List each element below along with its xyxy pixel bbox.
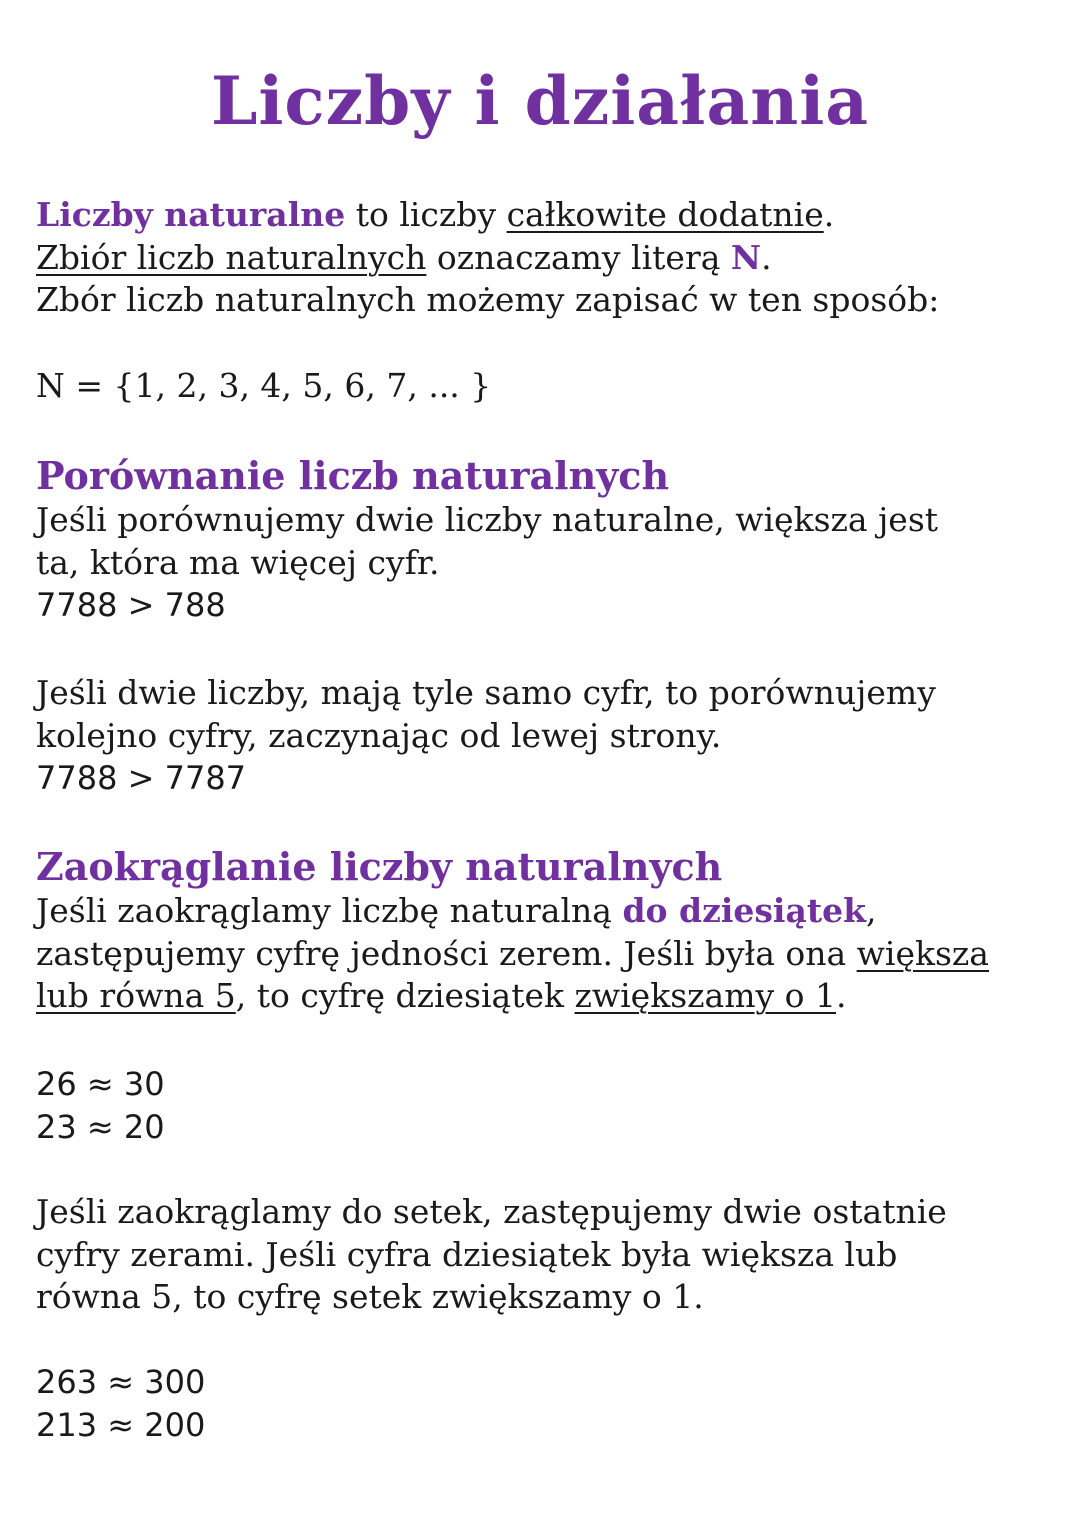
compare-text-line: ta, która ma więcej cyfr. <box>36 542 440 582</box>
intro-line-2: Zbiór liczb naturalnych oznaczamy literą N. <box>36 237 772 277</box>
tens-examples <box>36 1063 1056 1148</box>
rounding-text-line: cyfry zerami. Jeśli cyfra dziesiątek była większa lub <box>36 1234 898 1274</box>
compare-text-line: kolejno cyfry, zaczynając od lewej strony. <box>36 715 722 755</box>
underlined-greater: większa <box>856 933 989 973</box>
compare-text-line: Jeśli porównujemy dwie liczby naturalne, większa jest <box>36 500 939 539</box>
underlined-positive-integers: całkowite dodatnie <box>506 195 824 234</box>
underlined-or-equal-5: lub równa 5 <box>36 976 236 1015</box>
rounding-example: 26 ≈ 30 <box>36 1065 165 1103</box>
rounding-section <box>36 844 1056 1018</box>
rounding-text-line: Jeśli zaokrąglamy do setek, zastępujemy dwie ostatnie <box>36 1192 947 1231</box>
rounding-text-line: Jeśli zaokrąglamy liczbę naturalną do dziesiątek, <box>36 891 877 930</box>
section-heading-comparison: Porównanie liczb naturalnych <box>36 453 670 498</box>
section-heading-rounding: Zaokrąglanie liczby naturalnych <box>36 844 723 889</box>
compare-section-2 <box>36 672 1056 800</box>
compare-example-2: 7788 > 7787 <box>36 759 247 797</box>
rounding-example: 213 ≈ 200 <box>36 1405 206 1444</box>
underlined-set-of-naturals: Zbiór liczb naturalnych <box>36 237 427 277</box>
rounding-example: 23 ≈ 20 <box>36 1107 165 1146</box>
underlined-increase-by-1: zwiększamy o 1 <box>574 976 836 1015</box>
compare-section <box>36 453 1056 627</box>
keyword-natural-numbers: Liczby naturalne <box>36 195 346 234</box>
set-notation: N = {1, 2, 3, 4, 5, 6, 7, ... } <box>36 366 492 405</box>
rounding-example: 263 ≈ 300 <box>36 1363 206 1401</box>
compare-example-1: 7788 > 788 <box>36 586 226 624</box>
keyword-to-tens: do dziesiątek <box>622 891 866 930</box>
rounding-text-line: zastępujemy cyfrę jedności zerem. Jeśli była ona większa <box>36 933 989 973</box>
intro-line-3: Zbór liczb naturalnych możemy zapisać w ten sposób: <box>36 280 940 319</box>
hundreds-text <box>36 1191 1056 1319</box>
rounding-text-line: równa 5, to cyfrę setek zwiększamy o 1. <box>36 1277 704 1316</box>
page-title: Liczby i działania <box>210 62 870 140</box>
compare-text-line: Jeśli dwie liczby, mają tyle samo cyfr, to porównujemy <box>36 673 936 712</box>
intro-line-1: Liczby naturalne to liczby całkowite dodatnie. <box>36 195 835 234</box>
hundreds-examples <box>36 1361 1056 1446</box>
set-notation-block <box>36 365 1056 408</box>
intro-section <box>36 194 1056 322</box>
rounding-text-line: lub równa 5, to cyfrę dziesiątek zwiększamy o 1. <box>36 976 847 1015</box>
keyword-letter-n: N <box>730 237 762 277</box>
